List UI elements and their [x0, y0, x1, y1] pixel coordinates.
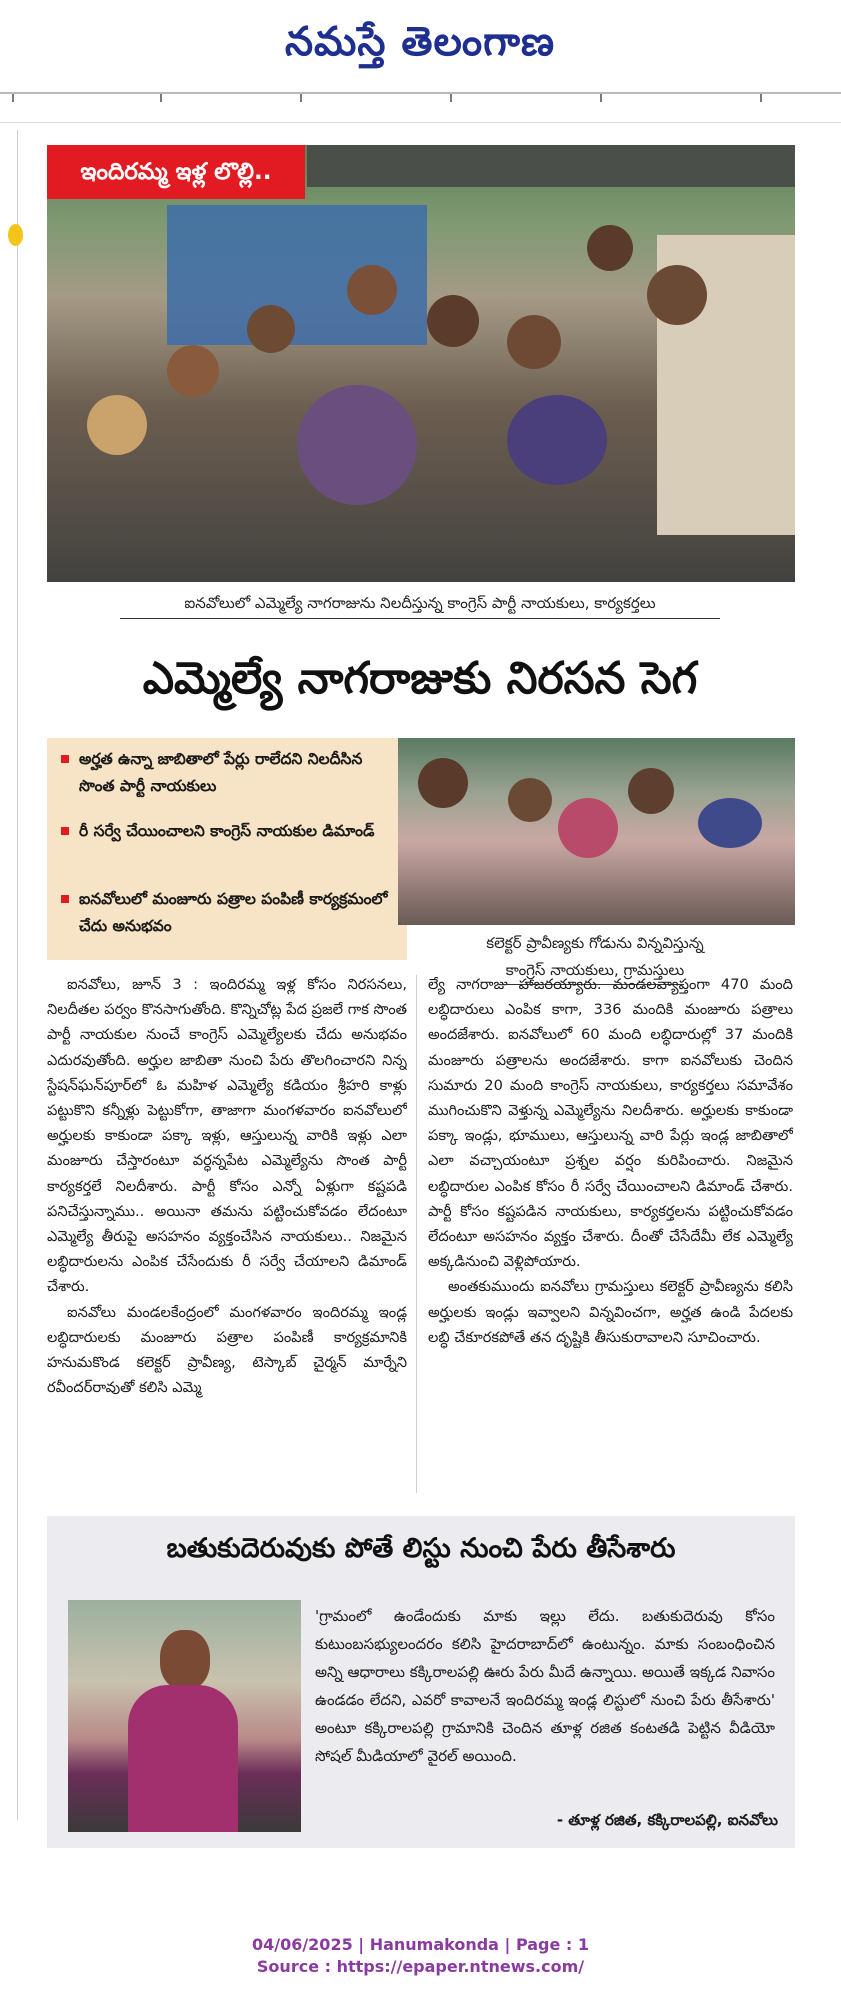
article-paragraph: ఐనవోలు, జూన్ 3 : ఇందిరమ్మ ఇళ్ల కోసం నిరసనలు, నిలదీతల పర్వం కొనసాగుతోంది. కొన్నిచోట్ల పేద ప్రజలే గాక సొంత పార్టీ నాయకుల నుంచే కాంగ్రెస్ ఎమ్మెల్యేలకు చేదు అనుభవం ఎదురవుతోంది. అర్హుల జాబితా నుంచి పేరు తొలగించారని నిన్న స్టేషన్‌ఘన్‌పూర్‌లో ఓ మహిళ ఎమ్మెల్యే కడియం శ్రీహరి కాళ్లు పట్టుకొని కన్నీళ్లు పెట్టుకోగా, తాజాగా మంగళవారం ఐనవోలులో అర్హులకు కాకుండా పక్కా ఇళ్లు, ఆస్తులున్న వారికి ఇళ్లు ఎలా మంజూరు చేస్తారంటూ వర్ధన్నపేట ఎమ్మెల్యేను సొంత పార్టీ కార్యకర్తలే నిలదీశారు. పార్టీ కోసం ఎన్నో ఏళ్లుగా కష్టపడి పనిచేస్తున్నాము.. అయినా తమను పట్టించుకోవడం లేదంటూ ఎమ్మెల్యే తీరుపై అసహనం వ్యక్తంచేసిన నాయకులు.. నిజమైన లబ్ధిదారులను ఎంపిక చేసేందుకు రీ సర్వే చేయాలని డిమాండ్ చేశారు.	[47, 976, 407, 1296]
bullet-icon	[61, 895, 69, 903]
article-column-right	[428, 972, 793, 1492]
masthead-tick-strip	[0, 94, 841, 106]
collector-photo-caption: కలెక్టర్ ప్రావీణ్యకు గోడును విన్నవిస్తున్న కాంగ్రెస్ నాయకులు, గ్రామస్తులు	[440, 930, 750, 986]
highlights-box	[47, 738, 407, 960]
masthead	[0, 0, 841, 92]
section-tag: ఇందిరమ్మ ఇళ్ల లొల్లి..	[47, 145, 305, 199]
highlight-item: రీ సర్వే చేయించాలని కాంగ్రెస్ నాయకుల డిమాండ్	[61, 818, 401, 845]
page-footer	[0, 1934, 841, 1978]
article-paragraph: ల్యే నాగరాజు హాజరయ్యారు. మండలవ్యాప్తంగా 470 మంది లబ్ధిదారులు ఎంపిక కాగా, 336 మందికి మంజూరు పత్రాలు అందజేశారు. ఐనవోలులో 60 మంది లబ్ధిదారుల్లో 37 మందికి మంజూరు పత్రాలను అందజేశారు. కాగా ఐనవోలుకు చెందిన సుమారు 20 మంది కాంగ్రెస్ నాయకులు, కార్యకర్తలు సమావేశం ముగించుకొని వెళ్తున్న ఎమ్మెల్యేను నిలదీశారు. అర్హులకు కాకుండా పక్కా ఇండ్లు, భూములు, ఆస్తులున్న వారి పేర్లు ఇండ్ల జాబితాలో ఎలా వచ్చాయంటూ ప్రశ్నల వర్షం కురిపించారు. నిజమైన లబ్ధిదారుల ఎంపిక కోసం రీ సర్వే చేయించాలని డిమాండ్ చేశారు. పార్టీ కోసం కష్టపడిన నాయకులు, కార్యకర్తలను పట్టించుకోవడం లేదంటూ అసహనం వ్యక్తం చేశారు. దీంతో చేసేదేమీ లేక ఎమ్మెల్యే అక్కడినుంచి వెళ్లిపోయారు.	[428, 976, 793, 1271]
quote-attribution: - తూళ్ల రజిత, కక్కిరాలపల్లి, ఐనవోలు	[556, 1811, 778, 1829]
article-paragraph: అంతకుముందు ఐనవోలు గ్రామస్తులు కలెక్టర్ ప్రావీణ్యను కలిసి అర్హులకు ఇండ్లు ఇవ్వాలని విన్నవించగా, అర్హత ఉండి పేదలకు లబ్ధి చేకూరకపోతే తన దృష్టికి తీసుకురావాలని సూచించారు.	[428, 1278, 793, 1346]
highlight-item: ఐనవోలులో మంజూరు పత్రాల పంపిణీ కార్యక్రమంలో చేదు అనుభవం	[61, 886, 401, 940]
sidebar-quote: 'గ్రామంలో ఉండేందుకు మాకు ఇల్లు లేదు. బతుకుదెరువు కోసం కుటుంబసభ్యులందరం కలిసి హైదరాబాద్‌లో ఉంటున్నం. మాకు సంబంధించిన అన్ని ఆధారాలు కక్కిరాలపల్లి ఊరు పేరు మీదే ఉన్నాయి. అయితే ఇక్కడ నివాసం ఉండడం లేదని, ఎవరో కావాలనే ఇందిరమ్మ ఇండ్ల లిస్టులో నుంచి పేరు తీసేశారు' అంటూ కక్కిరాలపల్లి గ్రామానికి చెందిన తూళ్ల రజిత కంటతడి పెట్టిన వీడియో సోషల్ మీడియాలో వైరల్ అయింది.	[315, 1607, 775, 1765]
divider	[0, 122, 841, 123]
bullet-icon	[61, 827, 69, 835]
lead-photo	[47, 145, 795, 582]
bullet-icon	[61, 755, 69, 763]
article-paragraph: ఐనవోలు మండలకేంద్రంలో మంగళవారం ఇందిరమ్మ ఇండ్ల లబ్ధిదారులకు మంజూరు పత్రాల పంపిణీ కార్యక్రమానికి హనుమకొండ కలెక్టర్ ప్రావీణ్య, టెస్కాబ్ చైర్మన్ మార్నేని రవీందర్‌రావుతో కలిసి ఎమ్మె	[47, 1303, 407, 1397]
column-divider	[416, 975, 417, 1493]
page-marker-dot	[8, 224, 23, 246]
woman-photo	[68, 1600, 301, 1832]
main-headline[interactable]: ఎమ్మెల్యే నాగరాజుకు నిరసన సెగ	[142, 653, 698, 704]
collector-photo	[398, 738, 795, 925]
sidebar-story-headline[interactable]: బతుకుదెరువుకు పోతే లిస్టు నుంచి పేరు తీసేశారు	[166, 1533, 676, 1564]
edition-info: 04/06/2025 | Hanumakonda | Page : 1	[251, 1935, 590, 1954]
newspaper-logo[interactable]: నమస్తే తెలంగాణ	[284, 18, 556, 65]
highlight-item: అర్హత ఉన్నా జాబితాలో పేర్లు రాలేదని నిలదీసిన సొంత పార్టీ నాయకులు	[61, 746, 401, 800]
article-column-left	[47, 972, 407, 1492]
left-margin-line	[17, 130, 18, 1820]
lead-photo-caption: ఐనవోలులో ఎమ్మెల్యే నాగరాజును నిలదీస్తున్న కాంగ్రెస్ పార్టీ నాయకులు, కార్యకర్తలు	[120, 588, 720, 619]
source-link[interactable]: Source : https://epaper.ntnews.com/	[256, 1957, 585, 1976]
